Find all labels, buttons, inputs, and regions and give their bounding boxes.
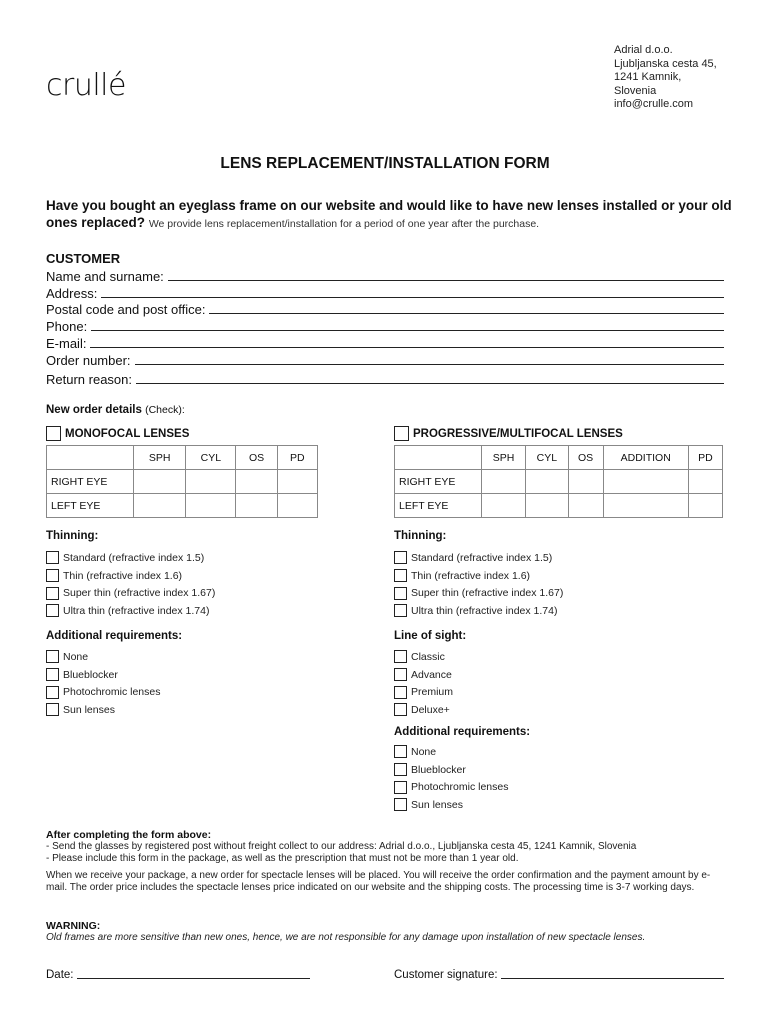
additional-option[interactable]	[394, 778, 508, 796]
table-header: CYL	[186, 446, 236, 470]
checkbox[interactable]	[394, 569, 407, 582]
thinning-list-right	[394, 549, 563, 620]
checkbox[interactable]	[394, 587, 407, 600]
order-heading-text: New order details	[46, 404, 142, 416]
option-label: Advance	[411, 668, 452, 681]
line-of-sight-option[interactable]	[394, 648, 453, 666]
field-label: Name and surname:	[46, 269, 164, 284]
checkbox[interactable]	[394, 650, 407, 663]
monofocal-checkbox[interactable]	[46, 426, 61, 441]
additional-option[interactable]	[394, 796, 508, 814]
progressive-table	[394, 445, 723, 518]
checkbox[interactable]	[46, 686, 59, 699]
checkbox[interactable]	[46, 668, 59, 681]
additional-heading-left: Additional requirements:	[46, 630, 183, 642]
table-row	[47, 494, 318, 518]
option-label: None	[63, 650, 89, 663]
signature-line[interactable]	[501, 978, 724, 979]
table-cell[interactable]	[186, 470, 236, 494]
table-cell[interactable]	[482, 470, 526, 494]
table-cell[interactable]	[526, 494, 568, 518]
checkbox[interactable]	[394, 686, 407, 699]
table-cell[interactable]	[482, 494, 526, 518]
checkbox[interactable]	[46, 569, 59, 582]
option-label: Thin (refractive index 1.6)	[63, 569, 183, 582]
signature-field[interactable]	[394, 965, 724, 981]
thinning-option[interactable]	[394, 602, 563, 620]
option-label: Standard (refractive index 1.5)	[63, 551, 205, 564]
table-row	[47, 470, 318, 494]
option-label: Blueblocker	[63, 668, 118, 681]
checkbox[interactable]	[46, 551, 59, 564]
form-title: LENS REPLACEMENT/INSTALLATION FORM	[220, 155, 550, 172]
order-number-field[interactable]	[46, 351, 724, 368]
thinning-option[interactable]	[46, 602, 215, 620]
checkbox[interactable]	[46, 703, 59, 716]
checkbox[interactable]	[46, 587, 59, 600]
thinning-heading-right: Thinning:	[394, 530, 447, 542]
option-label: Deluxe+	[411, 703, 450, 716]
table-cell[interactable]	[236, 470, 277, 494]
warning-text: Old frames are more sensitive than new ones, hence, we are not responsible for any damage upon installation of new spectacle lenses.	[46, 932, 646, 943]
field-label: Phone:	[46, 319, 88, 334]
field-label: Postal code and post office:	[46, 302, 206, 317]
table-cell[interactable]	[277, 494, 317, 518]
additional-option[interactable]	[46, 683, 160, 701]
table-header	[47, 446, 134, 470]
field-label: E-mail:	[46, 336, 87, 351]
table-cell[interactable]	[688, 470, 722, 494]
instruction-item: - Send the glasses by registered post without freight collect to our address: Adrial d.o.o., Ljubljanska cesta 45, 1241 Kamnik, Slovenia	[46, 841, 637, 852]
table-row	[395, 494, 723, 518]
option-label: Standard (refractive index 1.5)	[411, 551, 553, 564]
line-of-sight-list	[394, 648, 453, 719]
table-cell[interactable]	[568, 494, 603, 518]
option-label: Premium	[411, 686, 454, 699]
date-label: Date:	[46, 969, 74, 981]
table-cell[interactable]	[134, 470, 186, 494]
checkbox[interactable]	[394, 668, 407, 681]
table-cell[interactable]	[688, 494, 722, 518]
field-line[interactable]	[90, 347, 724, 348]
table-cell[interactable]	[186, 494, 236, 518]
table-header: OS	[568, 446, 603, 470]
option-label: Blueblocker	[411, 763, 466, 776]
field-line[interactable]	[91, 330, 724, 331]
table-cell[interactable]	[277, 470, 317, 494]
progressive-label: PROGRESSIVE/MULTIFOCAL LENSES	[413, 427, 623, 440]
company-line: Adrial d.o.o.	[614, 44, 673, 56]
table-cell[interactable]	[603, 470, 688, 494]
field-line[interactable]	[136, 383, 724, 384]
table-row	[395, 470, 723, 494]
row-label: RIGHT EYE	[47, 470, 134, 494]
instruction-item: - Please include this form in the package, as well as the prescription that must not be more than 1 year old.	[46, 853, 519, 864]
table-header: SPH	[134, 446, 186, 470]
table-cell[interactable]	[526, 470, 568, 494]
field-line[interactable]	[135, 364, 724, 365]
checkbox[interactable]	[394, 551, 407, 564]
additional-option[interactable]	[46, 666, 160, 684]
option-label: None	[411, 745, 437, 758]
option-label: Thin (refractive index 1.6)	[411, 569, 531, 582]
checkbox[interactable]	[394, 745, 407, 758]
address-field[interactable]	[46, 284, 724, 301]
table-cell[interactable]	[236, 494, 277, 518]
option-label: Photochromic lenses	[411, 781, 509, 794]
field-label: Address:	[46, 286, 98, 301]
field-line[interactable]	[101, 297, 724, 298]
return-reason-field[interactable]	[46, 370, 724, 387]
table-header-row	[47, 446, 318, 470]
thinning-option[interactable]	[46, 549, 215, 567]
option-label: Ultra thin (refractive index 1.74)	[411, 604, 558, 617]
table-cell[interactable]	[568, 470, 603, 494]
customer-heading: CUSTOMER	[46, 251, 121, 266]
instructions-block	[46, 829, 726, 894]
checkbox[interactable]	[394, 703, 407, 716]
table-header: PD	[277, 446, 317, 470]
checkbox[interactable]	[394, 798, 407, 811]
company-address	[614, 44, 717, 112]
additional-list-right	[394, 743, 508, 814]
checkbox[interactable]	[394, 604, 407, 617]
intro-text	[46, 197, 736, 233]
additional-option[interactable]	[394, 743, 508, 761]
line-of-sight-option[interactable]	[394, 666, 453, 684]
table-cell[interactable]	[134, 494, 186, 518]
additional-list-left	[46, 648, 160, 719]
thinning-option[interactable]	[46, 584, 215, 602]
intro-question: Have you bought an eyeglass frame on our website and would like to have new lenses installed or your old ones replaced?	[46, 198, 732, 230]
option-label: Super thin (refractive index 1.67)	[63, 587, 216, 600]
thinning-option[interactable]	[394, 567, 563, 585]
option-label: Sun lenses	[411, 798, 463, 811]
crulle-logo: crullé	[46, 68, 126, 103]
thinning-option[interactable]	[394, 584, 563, 602]
checkbox[interactable]	[394, 781, 407, 794]
company-line: 1241 Kamnik,	[614, 71, 682, 83]
order-heading-note: (Check):	[145, 404, 185, 416]
option-label: Ultra thin (refractive index 1.74)	[63, 604, 210, 617]
warning-heading: WARNING:	[46, 920, 101, 932]
thinning-heading-left: Thinning:	[46, 530, 99, 542]
row-label: RIGHT EYE	[395, 470, 482, 494]
email-field[interactable]	[46, 334, 724, 351]
field-line[interactable]	[209, 313, 724, 314]
table-header: ADDITION	[603, 446, 688, 470]
company-line: Slovenia	[614, 84, 657, 97]
date-field[interactable]	[46, 965, 310, 981]
checkbox[interactable]	[46, 650, 59, 663]
checkbox[interactable]	[394, 763, 407, 776]
thinning-option[interactable]	[394, 549, 563, 567]
row-label: LEFT EYE	[395, 494, 482, 518]
table-header: CYL	[526, 446, 568, 470]
table-header: SPH	[482, 446, 526, 470]
additional-option[interactable]	[394, 761, 508, 779]
field-line[interactable]	[168, 280, 724, 281]
checkbox[interactable]	[46, 604, 59, 617]
instructions-paragraph: When we receive your package, a new order for spectacle lenses will be placed. You will receive the order confirmation and the payment amount by e-mail. The order price includes the spectacle lenses price indicated on our website and the shipping costs. The processing time is 3-7 working days.	[46, 870, 711, 893]
thinning-option[interactable]	[46, 567, 215, 585]
company-email[interactable]: info@crulle.com	[614, 98, 694, 110]
option-label: Classic	[411, 650, 445, 663]
order-details-heading	[46, 404, 185, 416]
table-header	[395, 446, 482, 470]
row-label: LEFT EYE	[47, 494, 134, 518]
option-label: Photochromic lenses	[63, 686, 161, 699]
table-header: PD	[688, 446, 722, 470]
progressive-checkbox[interactable]	[394, 426, 409, 441]
thinning-list-left	[46, 549, 215, 620]
additional-option[interactable]	[46, 648, 160, 666]
warning-block	[46, 920, 726, 944]
additional-heading-right: Additional requirements:	[394, 726, 531, 738]
table-header-row	[395, 446, 723, 470]
progressive-option[interactable]	[394, 426, 623, 441]
name-field[interactable]	[46, 267, 724, 284]
instructions-heading: After completing the form above:	[46, 829, 212, 841]
monofocal-label: MONOFOCAL LENSES	[65, 427, 190, 440]
option-label: Sun lenses	[63, 703, 115, 716]
postal-field[interactable]	[46, 300, 724, 317]
line-of-sight-option[interactable]	[394, 683, 453, 701]
table-header: OS	[236, 446, 277, 470]
phone-field[interactable]	[46, 317, 724, 334]
field-label: Order number:	[46, 353, 131, 368]
field-label: Return reason:	[46, 372, 132, 387]
line-of-sight-heading: Line of sight:	[394, 630, 467, 642]
company-line: Ljubljanska cesta 45,	[614, 57, 717, 70]
table-cell[interactable]	[603, 494, 688, 518]
date-line[interactable]	[77, 978, 311, 979]
monofocal-option[interactable]	[46, 426, 189, 441]
intro-note: We provide lens replacement/installation for a period of one year after the purchase.	[148, 218, 540, 230]
monofocal-table	[46, 445, 318, 518]
additional-option[interactable]	[46, 701, 160, 719]
line-of-sight-option[interactable]	[394, 701, 453, 719]
option-label: Super thin (refractive index 1.67)	[411, 587, 564, 600]
signature-label: Customer signature:	[394, 969, 498, 981]
